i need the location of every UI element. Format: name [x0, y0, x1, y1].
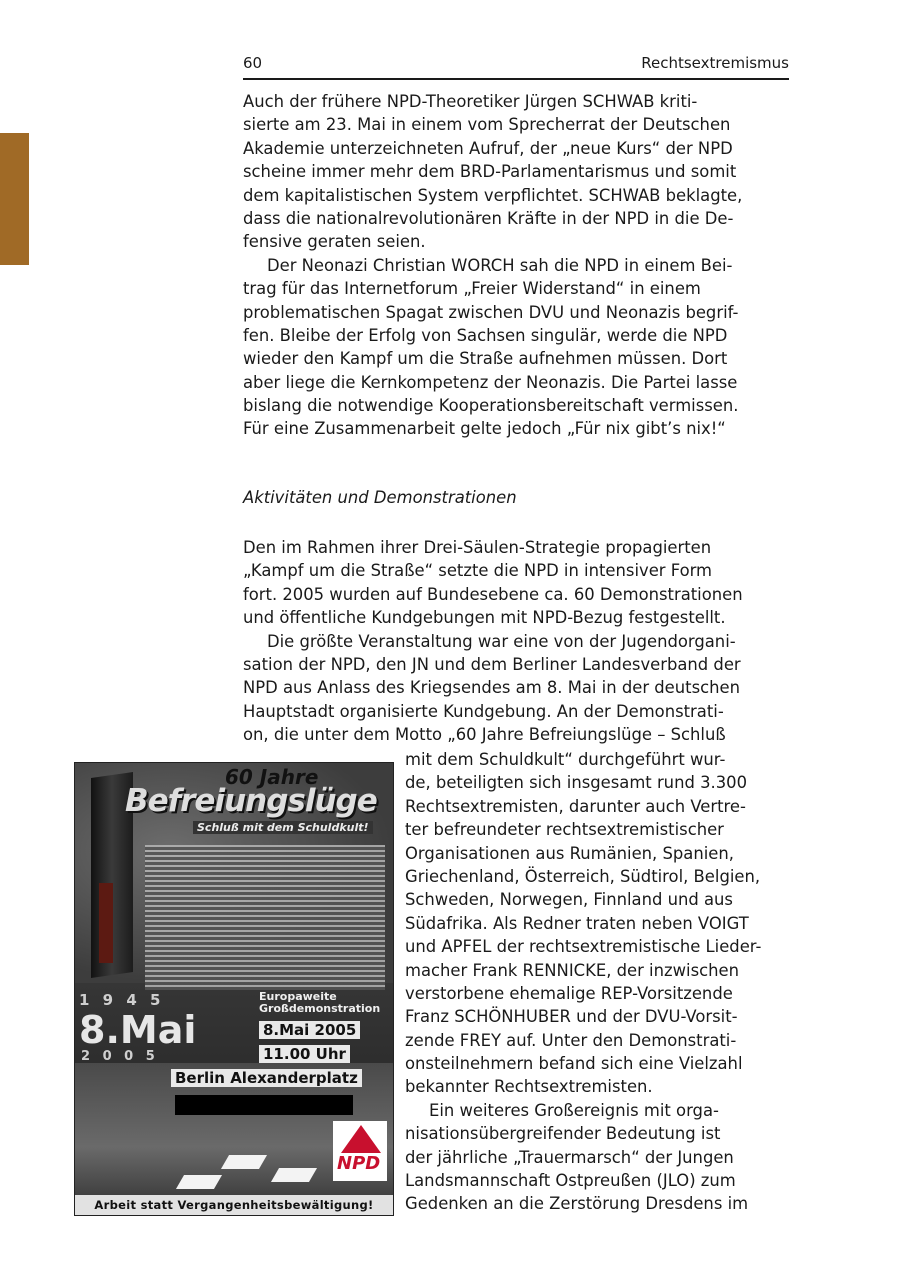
text-line: fen. Bleibe der Erfolg von Sachsen singulär, werde die NPD: [243, 325, 728, 345]
text-line: Der Neonazi Christian WORCH sah die NPD in einem Bei-: [267, 255, 733, 275]
text-line: trag für das Internetforum „Freier Widerstand“ in einem: [243, 279, 701, 299]
text-line: Für eine Zusammenarbeit gelte jedoch „Für nix gibt’s nix!“: [243, 419, 726, 439]
text-line: Schweden, Norwegen, Finnland und aus: [405, 890, 733, 910]
text-line: fort. 2005 wurden auf Bundesebene ca. 60 Demonstrationen: [243, 584, 743, 604]
text-line: nisationsübergreifender Bedeutung ist: [405, 1124, 721, 1144]
text-line: Südafrika. Als Redner traten neben VOIGT: [405, 913, 749, 933]
page-header: [243, 52, 789, 80]
paragraph-1: [243, 90, 791, 441]
text-line: bislang die notwendige Kooperationsbereitschaft vermissen.: [243, 396, 739, 416]
poster-years-label: 60 Jahre: [225, 765, 319, 789]
text-line: und APFEL der rechtsextremistische Lieder-: [405, 937, 762, 957]
text-line: ter befreundeter rechtsextremistischer: [405, 820, 724, 840]
ceiling-lamp: [271, 1168, 317, 1182]
poster-year-2005: 2 0 0 5: [81, 1049, 159, 1064]
chapter-tab-marker: [0, 133, 29, 265]
poster-year-1945: 1 9 4 5: [79, 991, 165, 1009]
text-line: fensive geraten seien.: [243, 232, 426, 252]
ceiling-lamp: [176, 1175, 222, 1189]
text-line: Auch der frühere NPD-Theoretiker Jürgen SCHWAB kriti-: [243, 92, 698, 111]
text-line: dem kapitalistischen System verpflichtet. SCHWAB beklagte,: [243, 185, 743, 205]
text-line: der jährliche „Trauermarsch“ der Jungen: [405, 1147, 734, 1167]
text-line: und öffentliche Kundgebungen mit NPD-Bezug festgestellt.: [243, 608, 726, 628]
text-line: mit dem Schuldkult“ durchgeführt wur-: [405, 750, 726, 769]
section-heading: Aktivitäten und Demonstrationen: [243, 488, 517, 507]
text-line: dass die nationalrevolutionären Kräfte in der NPD in die De-: [243, 208, 734, 228]
poster-event-type: Europaweite Großdemonstration: [259, 990, 381, 1015]
text-line: Ein weiteres Großereignis mit orga-: [429, 1100, 719, 1120]
text-line: Hauptstadt organisierte Kundgebung. An der Demonstrati-: [243, 701, 724, 721]
poster-image: [74, 762, 394, 1216]
poster-footer-slogan: Arbeit statt Vergangenheitsbewältigung!: [75, 1195, 393, 1215]
ceiling-lamp: [221, 1155, 267, 1169]
text-line: on, die unter dem Motto „60 Jahre Befreiungslüge – Schluß: [243, 725, 726, 745]
text-line: sation der NPD, den JN und dem Berliner Landesverband der: [243, 654, 741, 674]
text-line: aber liege die Kernkompetenz der Neonazis. Die Partei lasse: [243, 372, 738, 392]
text-line: Organisationen aus Rumänien, Spanien,: [405, 843, 734, 863]
text-line: Landsmannschaft Ostpreußen (JLO) zum: [405, 1171, 736, 1191]
text-line: problematischen Spagat zwischen DVU und Neonazis begrif-: [243, 302, 739, 322]
text-line: scheine immer mehr dem BRD-Parlamentarismus und somit: [243, 162, 737, 182]
page-number: 60: [243, 54, 263, 72]
logo-triangle-icon: [341, 1125, 381, 1153]
text-line: Franz SCHÖNHUBER und der DVU-Vorsit-: [405, 1007, 738, 1027]
running-title: Rechtsextremismus: [641, 54, 789, 72]
logo-text: NPD: [337, 1153, 381, 1174]
text-line: NPD aus Anlass des Kriegsendes am 8. Mai in der deutschen: [243, 678, 740, 698]
poster-date-big: 8.Mai: [79, 1008, 197, 1052]
poster-headline: Befreiungslüge: [125, 783, 377, 819]
text-line: Rechtsextremisten, darunter auch Vertre-: [405, 796, 746, 816]
text-line: Gedenken an die Zerstörung Dresdens im: [405, 1194, 749, 1214]
text-line: wieder den Kampf um die Straße aufnehmen müssen. Dort: [243, 349, 728, 369]
poster-time: 11.00 Uhr: [259, 1045, 350, 1063]
text-line: onsteilnehmern befand sich eine Vielzahl: [405, 1054, 743, 1074]
poster-place: Berlin Alexanderplatz: [171, 1069, 362, 1087]
text-line: macher Frank RENNICKE, der inzwischen: [405, 960, 739, 980]
text-line: sierte am 23. Mai in einem vom Sprecherrat der Deutschen: [243, 115, 731, 135]
text-line: Griechenland, Österreich, Südtirol, Belgien,: [405, 866, 761, 886]
text-line: bekannter Rechtsextremisten.: [405, 1077, 653, 1097]
text-line: Die größte Veranstaltung war eine von der Jugendorgani-: [267, 631, 736, 651]
poster-date: 8.Mai 2005: [259, 1021, 360, 1039]
text-line: verstorbene ehemalige REP-Vorsitzende: [405, 983, 733, 1003]
redaction-bar: [175, 1095, 353, 1115]
text-line: „Kampf um die Straße“ setzte die NPD in intensiver Form: [243, 561, 713, 581]
text-line: de, beteiligten sich insgesamt rund 3.300: [405, 773, 747, 793]
paragraph-3: [243, 536, 791, 747]
wrapped-text-column: [405, 748, 791, 1216]
text-line: Akademie unterzeichneten Aufruf, der „neue Kurs“ der NPD: [243, 138, 733, 158]
npd-logo: [333, 1121, 387, 1181]
poster-body-text-block: [145, 845, 385, 990]
poster-subheadline: Schluß mit dem Schuldkult!: [193, 821, 373, 834]
text-line: Den im Rahmen ihrer Drei-Säulen-Strategie propagierten: [243, 538, 712, 557]
flag-graphic-detail: [99, 883, 113, 963]
text-line: zende FREY auf. Unter den Demonstrati-: [405, 1030, 737, 1050]
